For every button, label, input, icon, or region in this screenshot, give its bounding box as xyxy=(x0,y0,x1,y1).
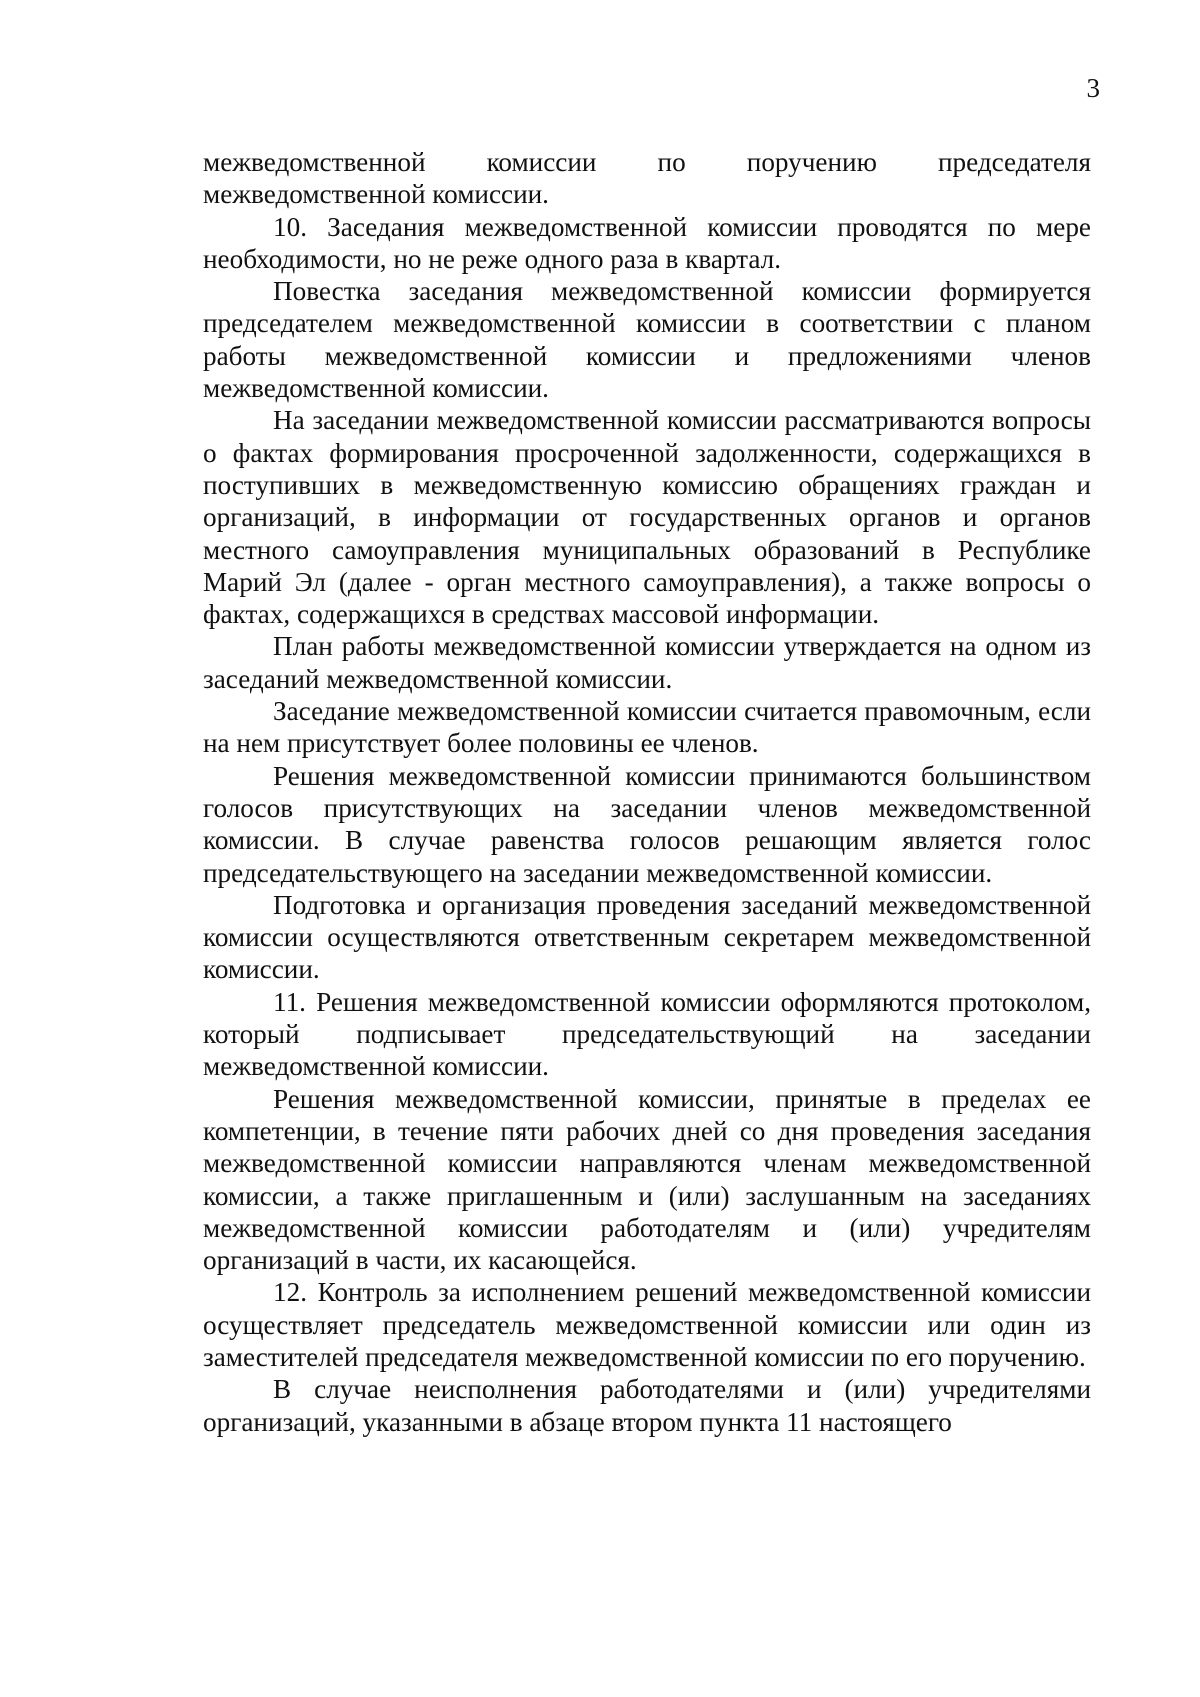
paragraph-item-10: 10. Заседания межведомственной комиссии проводятся по мере необходимости, но не реже одного раза в квартал. xyxy=(203,211,1091,274)
paragraph-quorum: Заседание межведомственной комиссии считается правомочным, если на нем присутствует более половины ее членов. xyxy=(203,696,1091,759)
paragraph-item-12: 12. Контроль за исполнением решений межведомственной комиссии осуществляет председатель межведомственной комиссии или один из заместителей председателя межведомственной комиссии по его поручению. xyxy=(203,1277,1091,1372)
paragraph-decisions-distribution: Решения межведомственной комиссии, принятые в пределах ее компетенции, в течение пяти рабочих дней со дня проведения заседания межведомственной комиссии направляются членам межведомственной комиссии, а также приглашенным и (или) заслушанным на заседаниях межведомственной комиссии работодателям и (или) учредителям организаций в части, их касающейся. xyxy=(203,1083,1091,1276)
page-number: 3 xyxy=(1086,73,1100,103)
paragraph-agenda: Повестка заседания межведомственной комиссии формируется председателем межведомственной комиссии в соответствии с планом работы межведомственной комиссии и предложениями членов межведомственной комиссии. xyxy=(203,276,1091,404)
paragraph-non-compliance: В случае неисполнения работодателями и (или) учредителями организаций, указанными в абзаце втором пункта 11 настоящего xyxy=(203,1374,1091,1437)
paragraph-preparation: Подготовка и организация проведения заседаний межведомственной комиссии осуществляются ответственным секретарем межведомственной комиссии. xyxy=(203,889,1091,985)
paragraph-work-plan: План работы межведомственной комиссии утверждается на одном из заседаний межведомственной комиссии. xyxy=(203,631,1091,694)
paragraph-decisions-voting: Решения межведомственной комиссии принимаются большинством голосов присутствующих на заседании членов межведомственной комиссии. В случае равенства голосов решающим является голос председательствующего на заседании межведомственной комиссии. xyxy=(203,760,1091,888)
paragraph-continuation: межведомственной комиссии по поручению председателя межведомственной комиссии. xyxy=(203,147,1091,210)
document-body xyxy=(203,146,1091,1438)
paragraph-item-11: 11. Решения межведомственной комиссии оформляются протоколом, который подписывает председательствующий на заседании межведомственной комиссии. xyxy=(203,986,1091,1082)
paragraph-meeting-questions: На заседании межведомственной комиссии рассматриваются вопросы о фактах формирования просроченной задолженности, содержащихся в поступивших в межведомственную комиссию обращениях граждан и организаций, в информации от государственных органов и органов местного самоуправления муниципальных образований в Республике Марий Эл (далее - орган местного самоуправления), а также вопросы о фактах, содержащихся в средствах массовой информации. xyxy=(203,405,1091,630)
